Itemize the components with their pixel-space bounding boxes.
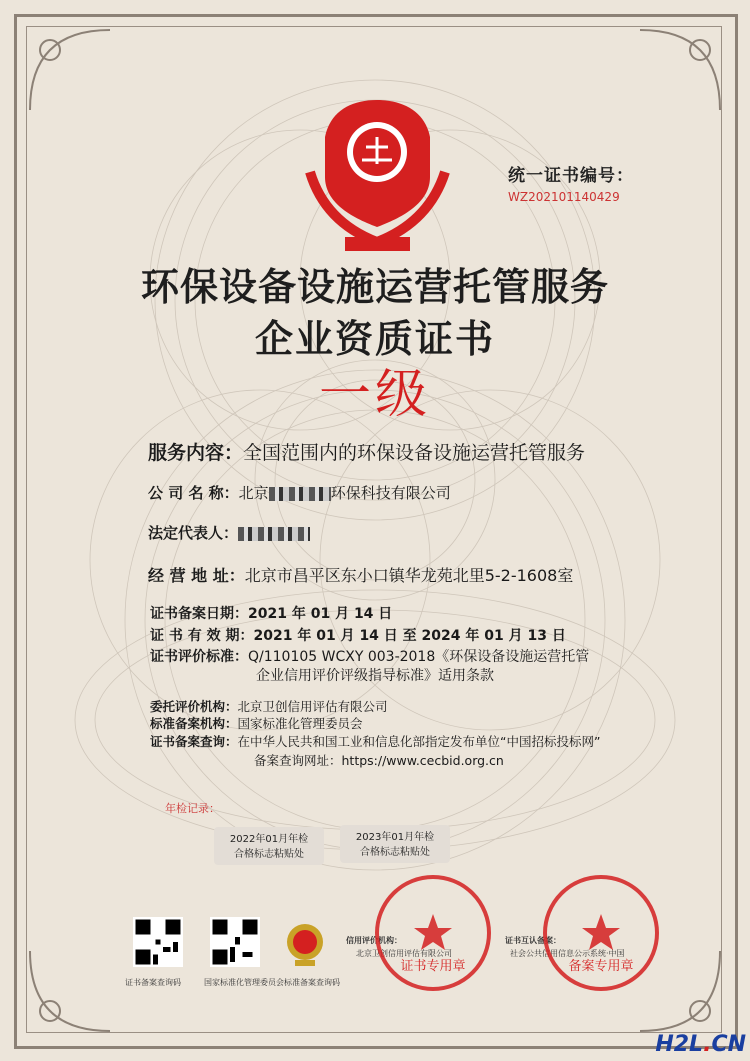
- redacted-rep: [238, 527, 310, 541]
- watermark-cn: CN: [711, 1032, 746, 1057]
- agency-label: 委托评价机构：: [150, 699, 238, 714]
- agency-value: 北京卫创信用评估有限公司: [237, 699, 388, 714]
- legal-rep-label: 法定代表人：: [148, 524, 239, 542]
- qr-code-icon: [210, 917, 260, 967]
- query-url: 备案查询网址：https://www.cecbid.org.cn: [254, 753, 504, 768]
- registration-row: [150, 714, 363, 732]
- certificate-grade: 一级: [318, 365, 431, 425]
- record-date-value: 2021 年 01 月 14 日: [248, 606, 393, 622]
- sticker-2023-line1: 2023年01月年检: [355, 832, 435, 843]
- mutual-label: 证书互认备案：: [505, 936, 561, 945]
- company-prefix: 北京: [238, 484, 269, 502]
- annual-sticker-2023: [340, 825, 450, 863]
- evaluator-seal: [372, 872, 494, 994]
- record-date-row: [150, 603, 392, 623]
- record-date-label: 证书备案日期：: [150, 606, 248, 622]
- standard-value-2: 企业信用评价评级指导标准》适用条款: [256, 668, 494, 684]
- certificate-title-line1: 环保设备设施运营托管服务: [140, 265, 609, 309]
- sticker-2022-line1: 2022年01月年检: [229, 834, 309, 845]
- certificate-title-line2: 企业资质证书: [254, 317, 495, 361]
- service-row: [148, 438, 585, 465]
- registration-label: 标准备案机构：: [150, 716, 238, 731]
- company-row: [148, 482, 451, 503]
- agency-row: [150, 697, 388, 715]
- seal2-sub: 备案专用章: [568, 959, 634, 974]
- address-value: 北京市昌平区东小口镇华龙苑北里5-2-1608室: [244, 566, 574, 585]
- validity-label: 证 书 有 效 期：: [150, 628, 254, 644]
- watermark-h2l: H2L: [655, 1032, 704, 1057]
- sticker-2022-line2: 合格标志粘贴处: [234, 849, 304, 860]
- standard-label: 证书评价标准：: [150, 649, 248, 665]
- evaluator-label: 信用评价机构：: [346, 936, 402, 945]
- query-row: [150, 732, 600, 750]
- standard-row: [150, 646, 589, 666]
- h2l-watermark[interactable]: [655, 1032, 746, 1057]
- validity-row: [150, 625, 566, 645]
- query-value: 在中华人民共和国工业和信息化部指定发布单位“中国招标投标网”: [237, 734, 601, 749]
- company-suffix: 环保科技有限公司: [330, 484, 451, 502]
- watermark-dot: .: [703, 1032, 712, 1057]
- address-label: 经 营 地 址：: [148, 566, 245, 585]
- national-emblem-icon: [283, 920, 327, 968]
- address-row: [148, 563, 573, 586]
- service-value: 全国范围内的环保设备设施运营托管服务: [243, 442, 586, 464]
- qr-code-icon: [133, 917, 183, 967]
- legal-rep-row: [148, 522, 310, 543]
- qr2-caption: 国家标准化管理委员会标准备案查询码: [204, 978, 340, 987]
- annual-inspection-label: 年检记录：: [165, 802, 220, 815]
- service-label: 服务内容：: [148, 442, 244, 464]
- registry-seal: [540, 872, 662, 994]
- standard-value-1: Q/110105 WCXY 003-2018《环保设备设施运营托管: [248, 649, 590, 665]
- registration-value: 国家标准化管理委员会: [237, 716, 363, 731]
- validity-value: 2021 年 01 月 14 日 至 2024 年 01 月 13 日: [253, 628, 566, 644]
- sticker-2023-line2: 合格标志粘贴处: [360, 847, 430, 858]
- seal1-sub: 证书专用章: [400, 959, 466, 974]
- query-label: 证书备案查询：: [150, 734, 238, 749]
- redacted-name: [269, 487, 331, 501]
- evaluator-value: 北京卫创信用评估有限公司: [356, 949, 452, 958]
- qr1-caption: 证书备案查询码: [125, 978, 181, 987]
- enterprise-qualification-emblem: [290, 92, 465, 257]
- certificate-number-value: WZ202101140429: [508, 190, 620, 204]
- certificate-number-label: 统一证书编号：: [508, 166, 634, 186]
- mutual-value: 社会公共信用信息公示系统·中国: [510, 949, 625, 958]
- annual-sticker-2022: [214, 827, 324, 865]
- company-label: 公 司 名 称：: [148, 484, 239, 502]
